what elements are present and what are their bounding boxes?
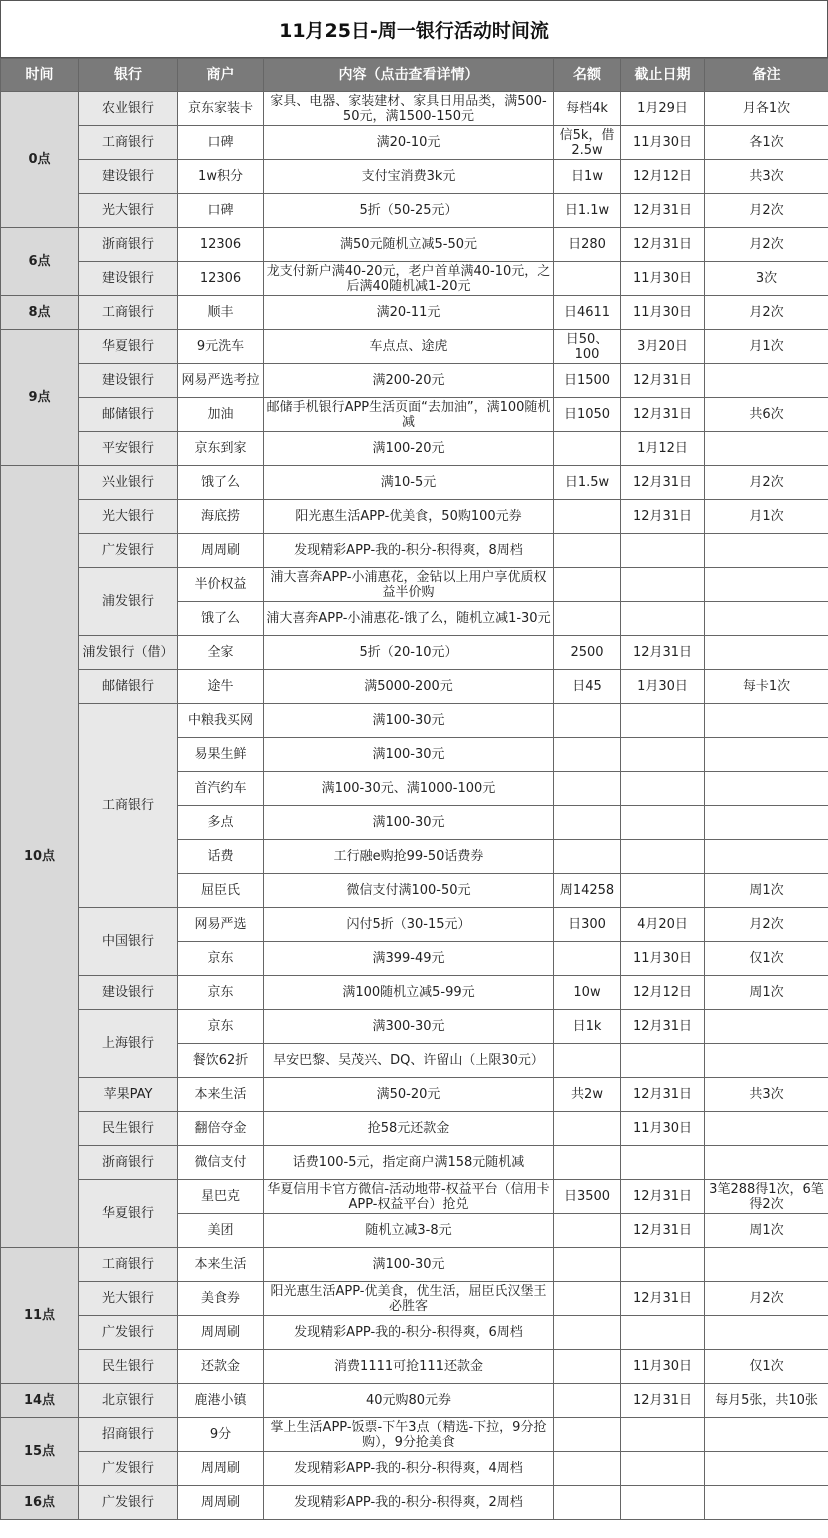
content-cell[interactable]: 邮储手机银行APP生活页面“去加油”，满100随机减 — [264, 398, 554, 432]
col-header-content: 内容（点击查看详情） — [264, 59, 554, 92]
deadline-cell: 3月20日 — [621, 330, 705, 364]
content-cell[interactable]: 满100-30元 — [264, 1248, 554, 1282]
col-header-time: 时间 — [1, 59, 79, 92]
deadline-cell — [621, 806, 705, 840]
table-row — [1, 1418, 828, 1452]
deadline-cell — [621, 772, 705, 806]
content-cell[interactable]: 满20-11元 — [264, 296, 554, 330]
content-cell[interactable]: 发现精彩APP-我的-积分-积得爽，2周档 — [264, 1486, 554, 1520]
deadline-cell: 11月30日 — [621, 942, 705, 976]
note-cell: 3笔288得1次，6笔得2次 — [705, 1180, 828, 1214]
quota-cell: 日1.5w — [554, 466, 621, 500]
bank-cell: 招商银行 — [79, 1418, 178, 1452]
bank-cell: 工商银行 — [79, 126, 178, 160]
bank-cell: 邮储银行 — [79, 670, 178, 704]
col-header-merchant: 商户 — [178, 59, 264, 92]
bank-cell: 浙商银行 — [79, 228, 178, 262]
content-cell[interactable]: 抢58元还款金 — [264, 1112, 554, 1146]
table-row — [1, 364, 828, 398]
note-cell: 仅1次 — [705, 1350, 828, 1384]
deadline-cell: 12月31日 — [621, 1078, 705, 1112]
quota-cell — [554, 1316, 621, 1350]
table-row — [1, 1384, 828, 1418]
note-cell: 周1次 — [705, 1214, 828, 1248]
note-cell — [705, 1112, 828, 1146]
note-cell — [705, 636, 828, 670]
deadline-cell: 12月31日 — [621, 1214, 705, 1248]
quota-cell — [554, 1044, 621, 1078]
merchant-cell: 1w积分 — [178, 160, 264, 194]
deadline-cell: 12月12日 — [621, 976, 705, 1010]
deadline-cell: 12月31日 — [621, 1180, 705, 1214]
quota-cell: 周14258 — [554, 874, 621, 908]
deadline-cell — [621, 1452, 705, 1486]
quota-cell — [554, 568, 621, 602]
content-cell[interactable]: 工行融e购抢99-50话费券 — [264, 840, 554, 874]
bank-cell: 浙商银行 — [79, 1146, 178, 1180]
quota-cell: 信5k，借2.5w — [554, 126, 621, 160]
quota-cell — [554, 432, 621, 466]
note-cell — [705, 1044, 828, 1078]
quota-cell — [554, 738, 621, 772]
quota-cell — [554, 1350, 621, 1384]
merchant-cell: 首汽约车 — [178, 772, 264, 806]
table-row — [1, 500, 828, 534]
time-cell: 16点 — [1, 1486, 79, 1520]
table-row — [1, 636, 828, 670]
time-cell: 15点 — [1, 1418, 79, 1486]
merchant-cell: 9分 — [178, 1418, 264, 1452]
note-cell: 共6次 — [705, 398, 828, 432]
merchant-cell: 美食券 — [178, 1282, 264, 1316]
note-cell — [705, 806, 828, 840]
quota-cell: 日1.1w — [554, 194, 621, 228]
merchant-cell: 微信支付 — [178, 1146, 264, 1180]
table-row — [1, 568, 828, 602]
table-row — [1, 262, 828, 296]
bank-cell: 华夏银行 — [79, 1180, 178, 1248]
quota-cell — [554, 1384, 621, 1418]
quota-cell: 日50、100 — [554, 330, 621, 364]
deadline-cell: 1月30日 — [621, 670, 705, 704]
table-row — [1, 1350, 828, 1384]
deadline-cell — [621, 738, 705, 772]
content-cell[interactable]: 龙支付新户满40-20元，老户首单满40-10元，之后满40随机减1-20元 — [264, 262, 554, 296]
merchant-cell: 周周刷 — [178, 1316, 264, 1350]
deadline-cell: 12月31日 — [621, 228, 705, 262]
quota-cell: 共2w — [554, 1078, 621, 1112]
merchant-cell: 12306 — [178, 228, 264, 262]
col-header-deadline: 截止日期 — [621, 59, 705, 92]
table-row — [1, 976, 828, 1010]
content-cell[interactable]: 早安巴黎、吴茂兴、DQ、许留山（上限30元） — [264, 1044, 554, 1078]
note-cell — [705, 432, 828, 466]
time-cell: 9点 — [1, 330, 79, 466]
quota-cell: 日45 — [554, 670, 621, 704]
content-cell[interactable]: 满100-30元 — [264, 738, 554, 772]
quota-cell: 每档4k — [554, 92, 621, 126]
bank-cell: 中国银行 — [79, 908, 178, 976]
merchant-cell: 鹿港小镇 — [178, 1384, 264, 1418]
quota-cell — [554, 1248, 621, 1282]
table-row — [1, 160, 828, 194]
quota-cell: 日3500 — [554, 1180, 621, 1214]
merchant-cell: 翻倍夺金 — [178, 1112, 264, 1146]
merchant-cell: 半价权益 — [178, 568, 264, 602]
time-cell: 8点 — [1, 296, 79, 330]
bank-cell: 邮储银行 — [79, 398, 178, 432]
table-row — [1, 194, 828, 228]
content-cell[interactable]: 满100-30元、满1000-100元 — [264, 772, 554, 806]
note-cell — [705, 840, 828, 874]
table-row — [1, 908, 828, 942]
bank-cell: 光大银行 — [79, 1282, 178, 1316]
deadline-cell: 1月12日 — [621, 432, 705, 466]
deadline-cell: 12月12日 — [621, 160, 705, 194]
time-cell: 14点 — [1, 1384, 79, 1418]
content-cell[interactable]: 满399-49元 — [264, 942, 554, 976]
deadline-cell: 1月29日 — [621, 92, 705, 126]
deadline-cell: 11月30日 — [621, 1350, 705, 1384]
content-cell[interactable]: 满100-30元 — [264, 704, 554, 738]
merchant-cell: 多点 — [178, 806, 264, 840]
deadline-cell: 12月31日 — [621, 1384, 705, 1418]
content-cell[interactable]: 发现精彩APP-我的-积分-积得爽，6周档 — [264, 1316, 554, 1350]
content-cell[interactable]: 掌上生活APP-饭票-下午3点（精选-下拉，9分抢购），9分抢美食 — [264, 1418, 554, 1452]
quota-cell — [554, 500, 621, 534]
time-cell: 10点 — [1, 466, 79, 1248]
merchant-cell: 京东 — [178, 1010, 264, 1044]
content-cell[interactable]: 发现精彩APP-我的-积分-积得爽，4周档 — [264, 1452, 554, 1486]
deadline-cell — [621, 1248, 705, 1282]
quota-cell — [554, 1486, 621, 1520]
bank-cell: 光大银行 — [79, 194, 178, 228]
note-cell — [705, 1486, 828, 1520]
bank-cell: 民生银行 — [79, 1350, 178, 1384]
table-row — [1, 1180, 828, 1214]
merchant-cell: 9元洗车 — [178, 330, 264, 364]
note-cell: 共3次 — [705, 160, 828, 194]
table-row — [1, 1146, 828, 1180]
quota-cell — [554, 262, 621, 296]
quota-cell: 日4611 — [554, 296, 621, 330]
table-row — [1, 432, 828, 466]
merchant-cell: 京东家装卡 — [178, 92, 264, 126]
note-cell — [705, 1418, 828, 1452]
content-cell[interactable]: 5折（20-10元） — [264, 636, 554, 670]
content-cell[interactable]: 浦大喜奔APP-小浦惠花，金钻以上用户享优质权益半价购 — [264, 568, 554, 602]
deadline-cell — [621, 1486, 705, 1520]
quota-cell — [554, 602, 621, 636]
note-cell: 共3次 — [705, 1078, 828, 1112]
content-cell[interactable]: 华夏信用卡官方微信-活动地带-权益平台（信用卡APP-权益平台）抢兑 — [264, 1180, 554, 1214]
merchant-cell: 饿了么 — [178, 602, 264, 636]
merchant-cell: 易果生鲜 — [178, 738, 264, 772]
merchant-cell: 全家 — [178, 636, 264, 670]
bank-cell: 广发银行 — [79, 1486, 178, 1520]
bank-cell: 华夏银行 — [79, 330, 178, 364]
bank-cell: 建设银行 — [79, 976, 178, 1010]
content-cell[interactable]: 满50-20元 — [264, 1078, 554, 1112]
quota-cell — [554, 1146, 621, 1180]
merchant-cell: 京东到家 — [178, 432, 264, 466]
content-cell[interactable]: 满100-30元 — [264, 806, 554, 840]
quota-cell — [554, 806, 621, 840]
quota-cell — [554, 704, 621, 738]
merchant-cell: 网易严选考拉 — [178, 364, 264, 398]
content-cell[interactable]: 微信支付满100-50元 — [264, 874, 554, 908]
merchant-cell: 本来生活 — [178, 1078, 264, 1112]
table-row — [1, 330, 828, 364]
quota-cell: 日1500 — [554, 364, 621, 398]
bank-cell: 建设银行 — [79, 262, 178, 296]
quota-cell: 2500 — [554, 636, 621, 670]
note-cell — [705, 602, 828, 636]
quota-cell: 日280 — [554, 228, 621, 262]
merchant-cell: 京东 — [178, 976, 264, 1010]
content-cell[interactable]: 满5000-200元 — [264, 670, 554, 704]
bank-cell: 兴业银行 — [79, 466, 178, 500]
deadline-cell — [621, 534, 705, 568]
content-cell[interactable]: 随机立减3-8元 — [264, 1214, 554, 1248]
quota-cell — [554, 1214, 621, 1248]
bank-cell: 浦发银行 — [79, 568, 178, 636]
merchant-cell: 周周刷 — [178, 1486, 264, 1520]
content-cell[interactable]: 阳光惠生活APP-优美食，50购100元券 — [264, 500, 554, 534]
note-cell: 月1次 — [705, 330, 828, 364]
table-row — [1, 466, 828, 500]
merchant-cell: 京东 — [178, 942, 264, 976]
note-cell — [705, 1146, 828, 1180]
table-row — [1, 228, 828, 262]
note-cell: 月2次 — [705, 296, 828, 330]
bank-cell: 民生银行 — [79, 1112, 178, 1146]
merchant-cell: 口碑 — [178, 126, 264, 160]
table-row — [1, 704, 828, 738]
deadline-cell — [621, 1044, 705, 1078]
note-cell — [705, 738, 828, 772]
merchant-cell: 网易严选 — [178, 908, 264, 942]
bank-cell: 建设银行 — [79, 364, 178, 398]
quota-cell: 日1w — [554, 160, 621, 194]
bank-cell: 广发银行 — [79, 1316, 178, 1350]
deadline-cell — [621, 602, 705, 636]
deadline-cell — [621, 568, 705, 602]
table-row — [1, 1248, 828, 1282]
content-cell[interactable]: 40元购80元券 — [264, 1384, 554, 1418]
quota-cell — [554, 534, 621, 568]
content-cell[interactable]: 支付宝消费3k元 — [264, 160, 554, 194]
bank-cell: 广发银行 — [79, 534, 178, 568]
note-cell: 月2次 — [705, 466, 828, 500]
bank-cell: 苹果PAY — [79, 1078, 178, 1112]
note-cell — [705, 1316, 828, 1350]
time-cell: 11点 — [1, 1248, 79, 1384]
note-cell: 仅1次 — [705, 942, 828, 976]
bank-cell: 农业银行 — [79, 92, 178, 126]
table-row — [1, 1112, 828, 1146]
note-cell: 各1次 — [705, 126, 828, 160]
merchant-cell: 海底捞 — [178, 500, 264, 534]
content-cell[interactable]: 满200-20元 — [264, 364, 554, 398]
deadline-cell: 11月30日 — [621, 262, 705, 296]
deadline-cell: 12月31日 — [621, 466, 705, 500]
time-cell: 0点 — [1, 92, 79, 228]
merchant-cell: 饿了么 — [178, 466, 264, 500]
deadline-cell: 12月31日 — [621, 1282, 705, 1316]
merchant-cell: 周周刷 — [178, 534, 264, 568]
note-cell — [705, 568, 828, 602]
note-cell — [705, 364, 828, 398]
table-row — [1, 1282, 828, 1316]
merchant-cell: 加油 — [178, 398, 264, 432]
merchant-cell: 还款金 — [178, 1350, 264, 1384]
deadline-cell: 12月31日 — [621, 398, 705, 432]
deadline-cell: 12月31日 — [621, 194, 705, 228]
bank-cell: 建设银行 — [79, 160, 178, 194]
table-row — [1, 670, 828, 704]
deadline-cell — [621, 1418, 705, 1452]
content-cell[interactable]: 满20-10元 — [264, 126, 554, 160]
note-cell: 周1次 — [705, 976, 828, 1010]
col-header-note: 备注 — [705, 59, 828, 92]
content-cell[interactable]: 闪付5折（30-15元） — [264, 908, 554, 942]
table-row — [1, 1078, 828, 1112]
content-cell[interactable]: 满100-20元 — [264, 432, 554, 466]
note-cell: 月各1次 — [705, 92, 828, 126]
note-cell: 周1次 — [705, 874, 828, 908]
note-cell: 月2次 — [705, 228, 828, 262]
deadline-cell — [621, 1316, 705, 1350]
table-row — [1, 296, 828, 330]
content-cell[interactable]: 车点点、途虎 — [264, 330, 554, 364]
deadline-cell: 12月31日 — [621, 636, 705, 670]
table-row — [1, 126, 828, 160]
quota-cell — [554, 772, 621, 806]
content-cell[interactable]: 话费100-5元，指定商户满158元随机减 — [264, 1146, 554, 1180]
time-cell: 6点 — [1, 228, 79, 296]
quota-cell — [554, 840, 621, 874]
deadline-cell: 12月31日 — [621, 1010, 705, 1044]
content-cell[interactable]: 满300-30元 — [264, 1010, 554, 1044]
quota-cell — [554, 1112, 621, 1146]
table-header-row — [1, 59, 828, 92]
deadline-cell: 12月31日 — [621, 500, 705, 534]
deadline-cell: 4月20日 — [621, 908, 705, 942]
bank-cell: 北京银行 — [79, 1384, 178, 1418]
bank-cell: 广发银行 — [79, 1452, 178, 1486]
merchant-cell: 话费 — [178, 840, 264, 874]
merchant-cell: 屈臣氏 — [178, 874, 264, 908]
quota-cell — [554, 1452, 621, 1486]
bank-cell: 工商银行 — [79, 1248, 178, 1282]
deadline-cell — [621, 874, 705, 908]
deadline-cell: 11月30日 — [621, 296, 705, 330]
bank-cell: 平安银行 — [79, 432, 178, 466]
quota-cell — [554, 942, 621, 976]
content-cell[interactable]: 阳光惠生活APP-优美食，优生活，屈臣氏汉堡王必胜客 — [264, 1282, 554, 1316]
bank-cell: 浦发银行（借） — [79, 636, 178, 670]
merchant-cell: 餐饮62折 — [178, 1044, 264, 1078]
quota-cell — [554, 1282, 621, 1316]
content-cell[interactable]: 5折（50-25元） — [264, 194, 554, 228]
bank-cell: 上海银行 — [79, 1010, 178, 1078]
merchant-cell: 本来生活 — [178, 1248, 264, 1282]
merchant-cell: 周周刷 — [178, 1452, 264, 1486]
col-header-bank: 银行 — [79, 59, 178, 92]
note-cell: 月2次 — [705, 1282, 828, 1316]
quota-cell: 日1050 — [554, 398, 621, 432]
note-cell: 每卡1次 — [705, 670, 828, 704]
note-cell: 月2次 — [705, 194, 828, 228]
table-row — [1, 1486, 828, 1520]
bank-cell: 光大银行 — [79, 500, 178, 534]
col-header-quota: 名额 — [554, 59, 621, 92]
deadline-cell: 11月30日 — [621, 1112, 705, 1146]
bank-cell: 工商银行 — [79, 704, 178, 908]
merchant-cell: 美团 — [178, 1214, 264, 1248]
note-cell: 每月5张，共10张 — [705, 1384, 828, 1418]
note-cell — [705, 772, 828, 806]
note-cell: 月2次 — [705, 908, 828, 942]
content-cell[interactable]: 满100随机立减5-99元 — [264, 976, 554, 1010]
merchant-cell: 途牛 — [178, 670, 264, 704]
table-row — [1, 92, 828, 126]
note-cell — [705, 1010, 828, 1044]
content-cell[interactable]: 浦大喜奔APP-小浦惠花-饿了么，随机立减1-30元 — [264, 602, 554, 636]
merchant-cell: 12306 — [178, 262, 264, 296]
content-cell[interactable]: 消费1111可抢111还款金 — [264, 1350, 554, 1384]
content-cell[interactable]: 满10-5元 — [264, 466, 554, 500]
note-cell — [705, 704, 828, 738]
quota-cell: 10w — [554, 976, 621, 1010]
deadline-cell — [621, 704, 705, 738]
table-row — [1, 1452, 828, 1486]
merchant-cell: 口碑 — [178, 194, 264, 228]
page-title: 11月25日-周一银行活动时间流 — [0, 0, 828, 58]
deadline-cell: 12月31日 — [621, 364, 705, 398]
note-cell — [705, 1248, 828, 1282]
merchant-cell: 中粮我买网 — [178, 704, 264, 738]
note-cell: 月1次 — [705, 500, 828, 534]
merchant-cell: 顺丰 — [178, 296, 264, 330]
content-cell[interactable]: 家具、电器、家装建材、家具日用品类，满500-50元，满1500-150元 — [264, 92, 554, 126]
content-cell[interactable]: 满50元随机立减5-50元 — [264, 228, 554, 262]
table-row — [1, 534, 828, 568]
table-row — [1, 398, 828, 432]
schedule-table — [0, 58, 828, 1520]
deadline-cell: 11月30日 — [621, 126, 705, 160]
bank-cell: 工商银行 — [79, 296, 178, 330]
note-cell: 3次 — [705, 262, 828, 296]
merchant-cell: 星巴克 — [178, 1180, 264, 1214]
quota-cell: 日300 — [554, 908, 621, 942]
table-row — [1, 1010, 828, 1044]
content-cell[interactable]: 发现精彩APP-我的-积分-积得爽，8周档 — [264, 534, 554, 568]
table-row — [1, 1316, 828, 1350]
deadline-cell — [621, 840, 705, 874]
note-cell — [705, 1452, 828, 1486]
note-cell — [705, 534, 828, 568]
quota-cell — [554, 1418, 621, 1452]
deadline-cell — [621, 1146, 705, 1180]
quota-cell: 日1k — [554, 1010, 621, 1044]
